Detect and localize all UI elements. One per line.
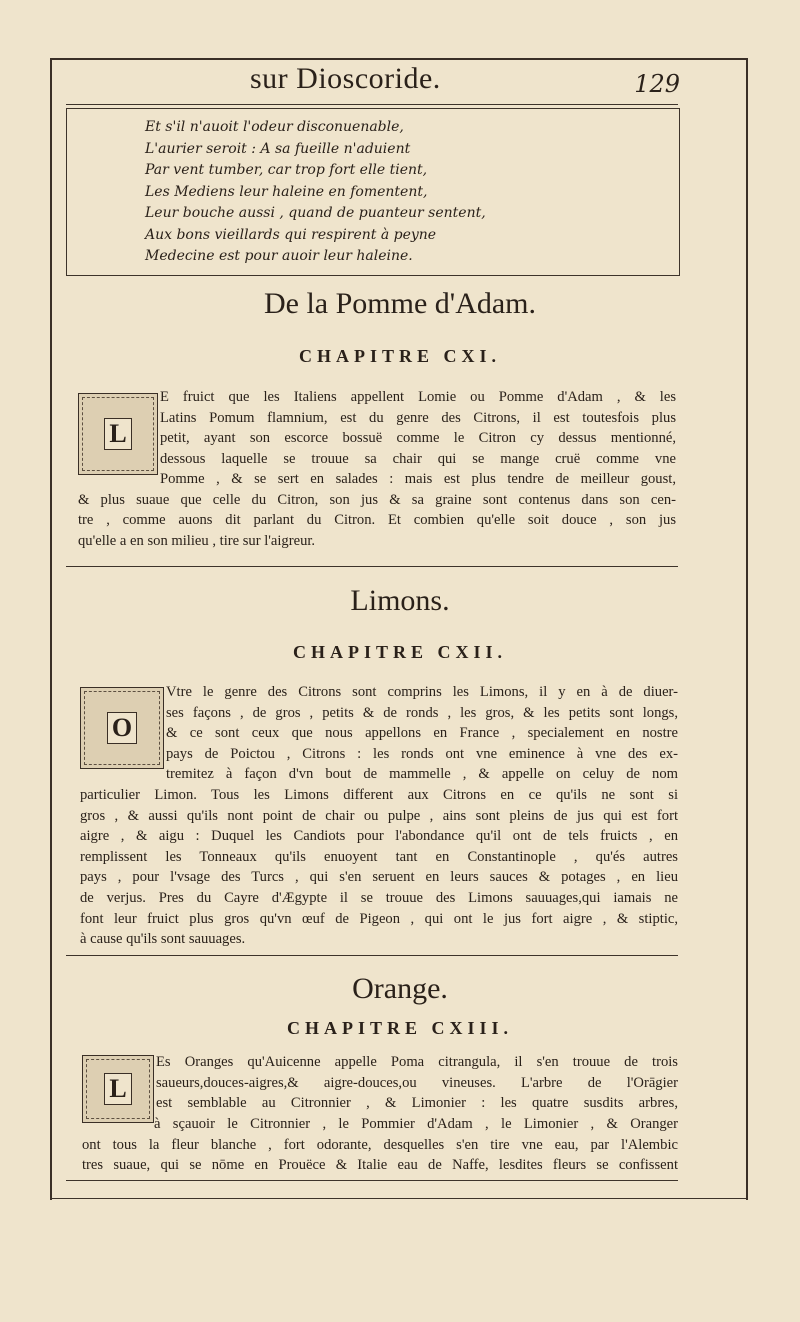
drop-cap-letter: L: [104, 418, 131, 450]
section-title: De la Pomme d'Adam.: [263, 287, 537, 320]
text-line: & plus suaue que celle du Citron, son jus & sa graine sont contenus dans son cen-: [78, 491, 676, 508]
drop-cap-ornament: [82, 1055, 154, 1123]
section-rule: [66, 566, 678, 567]
text-line: Pomme , & se sert en salades : mais est plus tendre de meilleur goust,: [160, 471, 676, 487]
footer-rule: [66, 1180, 678, 1181]
header-rule: [66, 104, 678, 105]
text-line: & ce sont ceux que nous appellons en France , specialement en nostre: [166, 725, 678, 742]
poem-line: Et s'il n'auoit l'odeur disconuenable,: [145, 119, 404, 135]
running-title: sur Dioscoride.: [250, 62, 441, 95]
paragraph-continued: [80, 785, 678, 950]
chapter-heading: CHAPITRE CXI.: [298, 346, 501, 366]
paragraph: [160, 387, 676, 469]
paragraph: [156, 1052, 678, 1114]
section-rule: [66, 955, 678, 956]
drop-cap-ornament: [80, 687, 164, 769]
text-line: tres suaue, qui se nōme en Prouëce & Italie eau de Naffe, lesdites fleurs se confissent: [82, 1157, 678, 1174]
text-line: tre , comme auons dit parlant du Citron. Et combien qu'elle soit douce , son jus: [78, 512, 676, 529]
poem-line: Leur bouche aussi , quand de puanteur sentent,: [145, 205, 486, 221]
text-line: Latins Pomum flamnium, est du genre des Citrons, il est toutesfois plus: [160, 409, 676, 426]
text-line: à cause qu'ils sont sauuages.: [80, 931, 246, 948]
text-line: pays , pour l'vsage des Turcs , qui s'en seruent en leurs sauces & potages , en lieu: [80, 869, 678, 886]
text-line: font leur fruict plus gros qu'vn œuf de Pigeon , qui ont le jus fort aigre , & stiptic,: [80, 910, 678, 927]
poem-line: Medecine est pour auoir leur haleine.: [145, 248, 413, 264]
text-line: gros , & aussi qu'ils nont point de chair ou pulpe , ains sont pleins de jus qui est fort: [80, 807, 678, 824]
text-line: à sçauoir le Citronnier , le Pommier d'Adam , le Limonier , & Oranger: [154, 1116, 678, 1132]
page-header: [60, 62, 680, 102]
text-line: aigre , & aigu : Duquel les Candiots pour l'abondance qu'il ont de tels fruicts , en: [80, 828, 678, 845]
chapter-heading: CHAPITRE CXII.: [292, 642, 508, 662]
text-line: Vtre le genre des Citrons sont comprins les Limons, il y en à de diuer-: [166, 684, 678, 700]
text-line: remplissent les Tonneaux qu'ils enuoyent tant en Constantinople , qu'és autres: [80, 848, 678, 865]
text-line: particulier Limon. Tous les Limons different aux Citrons en ce qu'ils ne sont si: [80, 787, 678, 803]
text-line: est semblable au Citronnier , & Limonier : les quatre susdits arbres,: [156, 1095, 678, 1112]
poem-line: L'aurier seroit : A sa fueille n'aduient: [145, 140, 411, 157]
text-line: saueurs,douces-aigres,& aigre-douces,ou vineuses. L'arbre de l'Orāgier: [156, 1074, 678, 1091]
section-title: Limons.: [350, 584, 450, 617]
text-line: dessous laquelle se trouue sa chair qui se mange cruë comme vne: [160, 450, 676, 467]
page-number: 129: [634, 70, 680, 98]
frame-bottom-rule: [50, 1198, 746, 1199]
text-line: pays de Poictou , Citrons : les ronds ont vne eminence à vne des ex-: [166, 745, 678, 762]
text-line: tremitez à façon d'vn bout de mammelle , & appelle on celuy de nom: [166, 766, 678, 783]
poem-line: Aux bons vieillards qui respirent à peyne: [145, 226, 437, 243]
drop-cap-letter: O: [107, 712, 137, 744]
text-line: ont tous la fleur blanche , fort odorante, desquelles s'en tire vne eau, par l'Alembic: [82, 1136, 678, 1153]
chapter-heading: CHAPITRE CXIII.: [286, 1018, 514, 1038]
poem-line: Par vent tumber, car trop fort elle tient,: [145, 162, 428, 178]
text-line: E fruict que les Italiens appellent Lomie ou Pomme d'Adam , & les: [160, 389, 676, 405]
drop-cap-letter: L: [104, 1073, 131, 1105]
paragraph-continued: [78, 469, 676, 551]
text-line: ses façons , de gros , petits & de ronds , les gros, & les petits sont longs,: [166, 704, 678, 721]
drop-cap-ornament: [78, 393, 158, 475]
poem: [145, 117, 486, 268]
paragraph-continued: [82, 1114, 678, 1176]
text-line: de verjus. Pres du Cayre d'Ægypte il se trouue des Limons sauuages,qui iamais ne: [80, 889, 678, 906]
section-title: Orange.: [352, 972, 448, 1005]
poem-line: Les Mediens leur haleine en fomentent,: [145, 183, 428, 200]
text-line: qu'elle a en son milieu , tire sur l'aigreur.: [78, 532, 316, 549]
text-line: Es Oranges qu'Auicenne appelle Poma citrangula, il s'en trouue de trois: [156, 1054, 678, 1070]
paragraph: [166, 682, 678, 785]
text-line: petit, ayant son escorce bossuë comme le Citron cy dessus mentionné,: [160, 430, 676, 447]
